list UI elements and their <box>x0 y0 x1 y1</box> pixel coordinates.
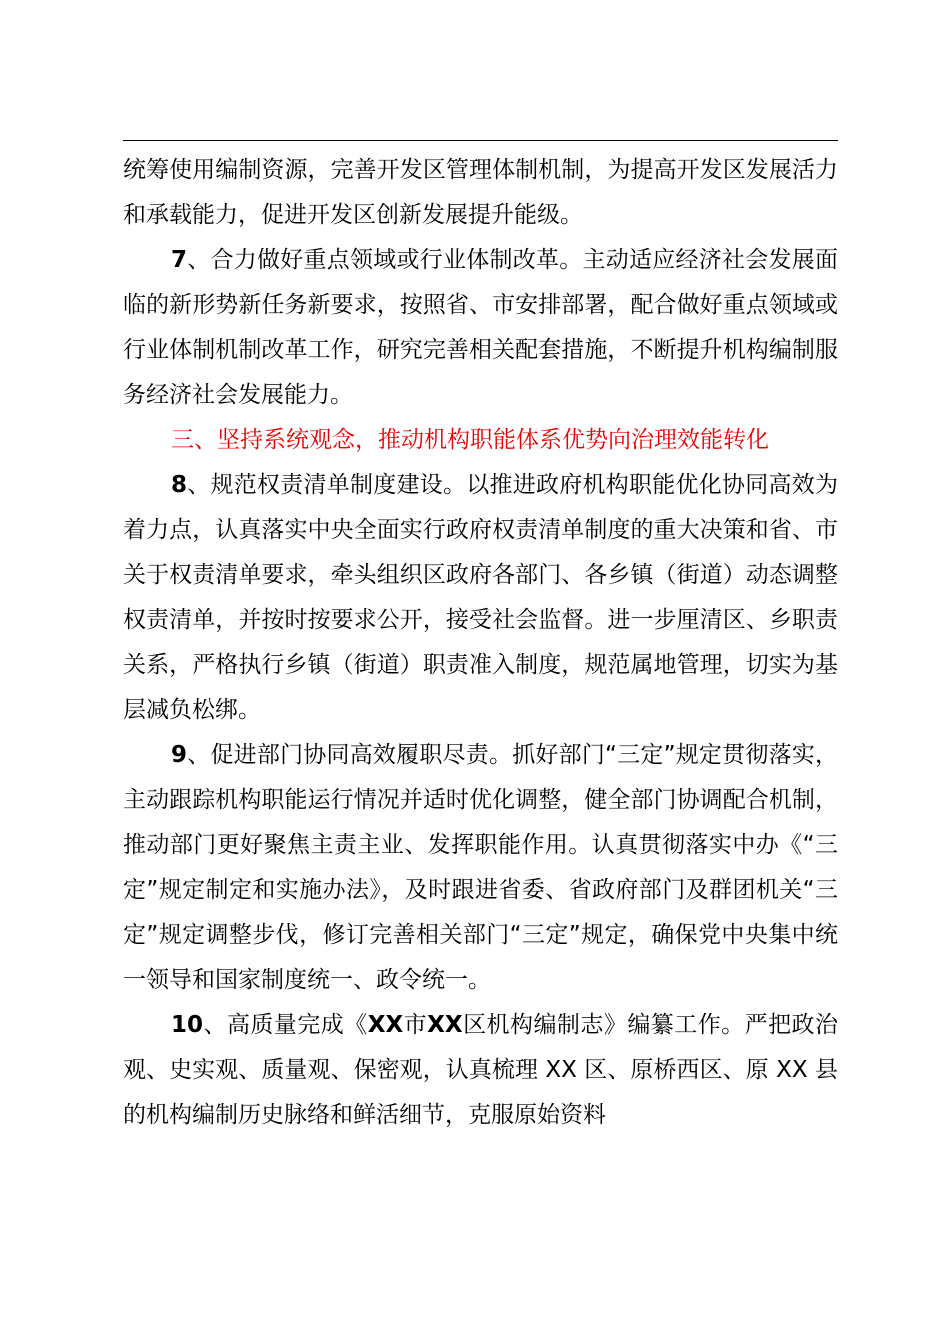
paragraph-10 <box>123 1003 838 1138</box>
paragraph-text: 、规范权责清单制度建设。以推进政府机构职能优化协同高效为着力点，认真落实中央全面实行政府权责清单制度的重大决策和省、市关于权责清单要求，牵头组织区政府各部门、各乡镇（街道）动态调整权责清单，并按时按要求公开，接受社会监督。进一步厘清区、乡职责关系，严格执行乡镇（街道）职责准入制度，规范属地管理，切实为基层减负松绑。 <box>123 472 838 723</box>
item-number: 7 <box>171 247 188 273</box>
paragraph-8 <box>123 463 838 733</box>
paragraph-text: 、促进部门协同高效履职尽责。抓好部门“三定”规定贯彻落实，主动跟踪机构职能运行情况并适时优化调整，健全部门协调配合机制，推动部门更好聚焦主责主业、发挥职能作用。认真贯彻落实中办《“三定”规定制定和实施办法》，及时跟进省委、省政府部门及群团机关“三定”规定调整步伐，修订完善相关部门“三定”规定，确保党中央集中统一领导和国家制度统一、政令统一。 <box>123 742 838 993</box>
paragraph-text: 、高质量完成《 <box>203 1012 368 1038</box>
paragraph-text: 市 <box>403 1012 428 1038</box>
paragraph-9 <box>123 733 838 1003</box>
paragraph-text: 区机构编制志》编纂工作。严把政治观、史实观、质量观、保密观，认真梳理 XX 区、原桥西区、原 XX 县的机构编制历史脉络和鲜活细节，克服原始资料 <box>123 1012 839 1128</box>
document-body <box>123 148 838 1138</box>
paragraph-continuation <box>123 148 838 238</box>
placeholder-xx: XX <box>367 1012 404 1038</box>
placeholder-xx: XX <box>427 1012 463 1038</box>
header-rule <box>123 140 838 141</box>
item-number: 8 <box>171 472 188 498</box>
section-heading-text: 三、坚持系统观念，推动机构职能体系优势向治理效能转化 <box>171 427 769 453</box>
section-heading-3 <box>123 418 838 463</box>
paragraph-text: 统筹使用编制资源，完善开发区管理体制机制，为提高开发区发展活力和承载能力，促进开发区创新发展提升能级。 <box>123 157 838 228</box>
paragraph-text: 、合力做好重点领域或行业体制改革。主动适应经济社会发展面临的新形势新任务新要求，按照省、市安排部署，配合做好重点领域或行业体制机制改革工作，研究完善相关配套措施，不断提升机构编制服务经济社会发展能力。 <box>123 247 838 408</box>
item-number: 10 <box>171 1012 204 1038</box>
item-number: 9 <box>171 742 188 768</box>
paragraph-7 <box>123 238 838 418</box>
